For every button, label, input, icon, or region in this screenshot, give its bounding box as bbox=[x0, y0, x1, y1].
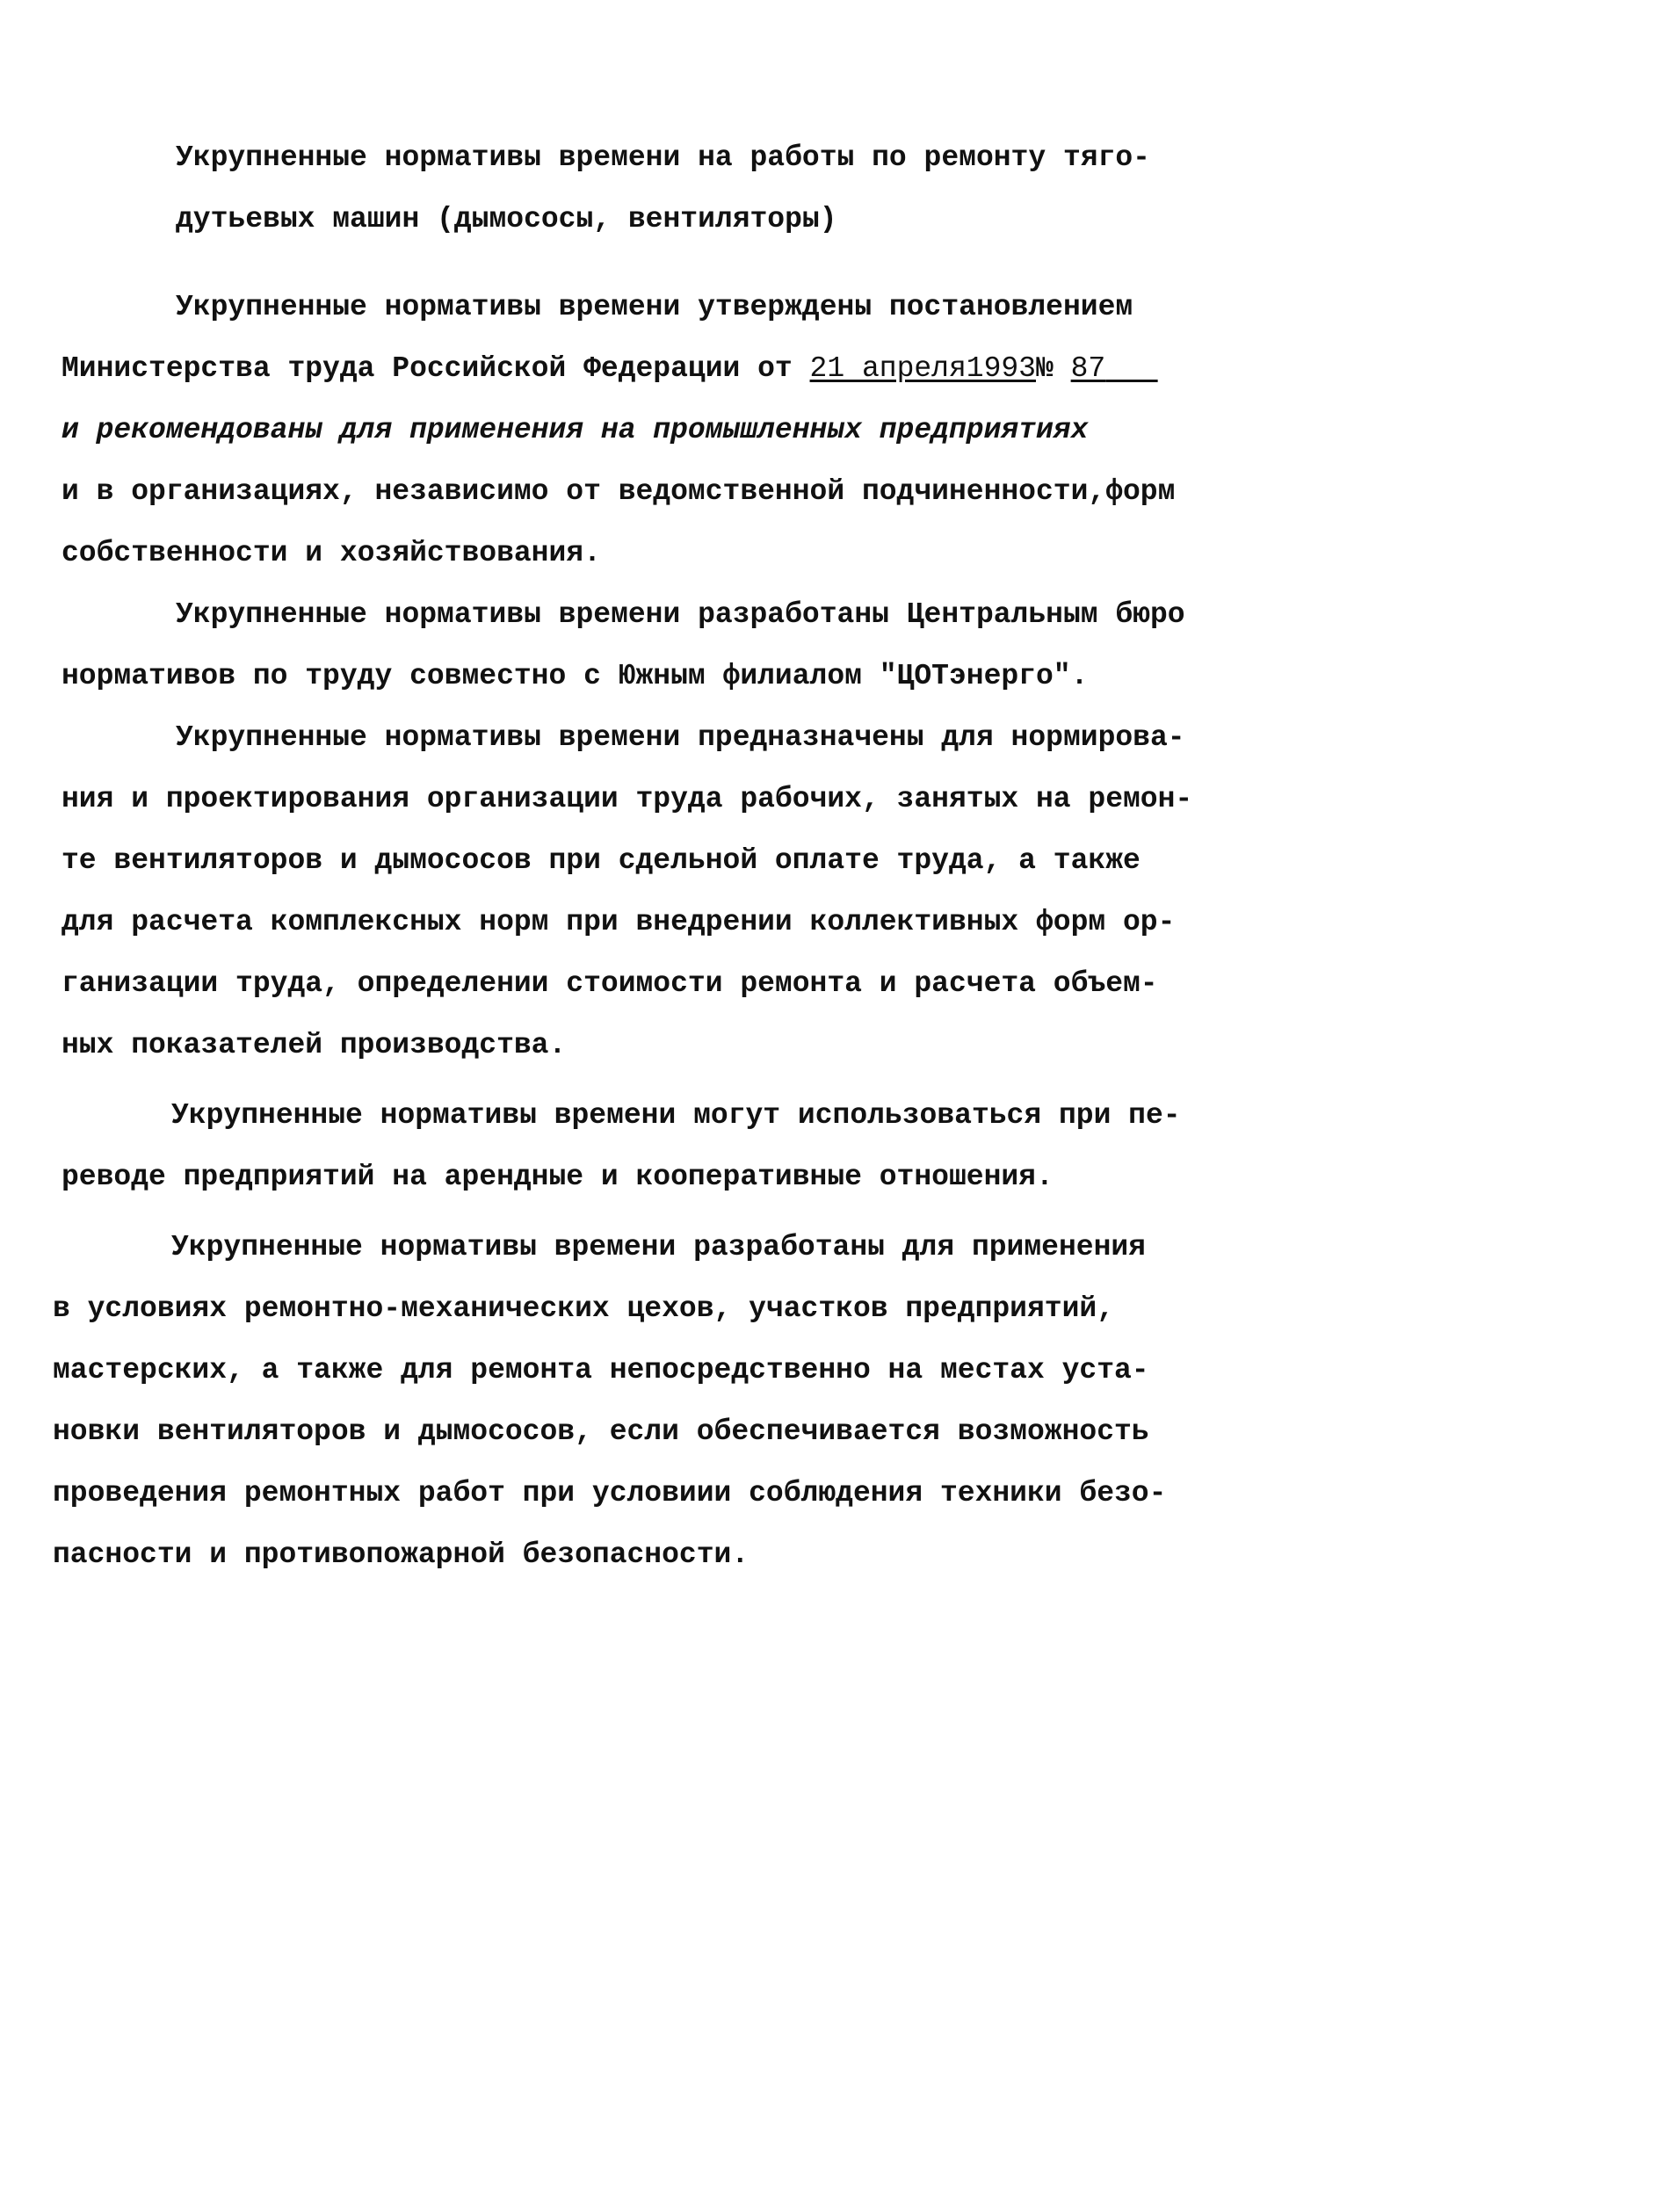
paragraph-4-line-4: новки вентиляторов и дымососов, если обеспечивается возможность bbox=[53, 1415, 1149, 1448]
approval-number-blank bbox=[1105, 351, 1157, 387]
paragraph-3-line-2: реводе предприятий на арендные и кооперативные отношения. bbox=[62, 1161, 1054, 1193]
title-line-2: дутьевых машин (дымососы, вентиляторы) bbox=[176, 203, 837, 235]
approval-line-2-text: Министерства труда Российской Федерации от bbox=[62, 352, 810, 385]
approval-line-5: собственности и хозяйствования. bbox=[62, 537, 601, 569]
approval-line-2 bbox=[62, 351, 1336, 387]
paragraph-4-line-3: мастерских, а также для ремонта непосредственно на местах уста- bbox=[53, 1354, 1149, 1386]
paragraph-4-line-1: Укрупненные нормативы времени разработаны для применения bbox=[171, 1231, 1146, 1263]
approval-number-sign: № bbox=[1036, 352, 1054, 385]
approval-line-3: и рекомендованы для применения на промышленных предприятиях bbox=[62, 414, 1089, 446]
paragraph-4-line-2: в условиях ремонтно-механических цехов, участков предприятий, bbox=[53, 1292, 1114, 1325]
paragraph-3-line-1: Укрупненные нормативы времени могут использоваться при пе- bbox=[171, 1099, 1181, 1132]
approval-date: 21 апреля1993 bbox=[809, 352, 1036, 385]
approval-line-4: и в организациях, независимо от ведомственной подчиненности,форм bbox=[62, 475, 1176, 508]
paragraph-4-line-6: пасности и противопожарной безопасности. bbox=[53, 1538, 749, 1571]
approval-line-1: Укрупненные нормативы времени утверждены постановлением bbox=[176, 291, 1133, 323]
paragraph-2-line-6: ных показателей производства. bbox=[62, 1029, 567, 1061]
title-line-1: Укрупненные нормативы времени на работы по ремонту тяго- bbox=[176, 141, 1150, 174]
paragraph-2-line-1: Укрупненные нормативы времени предназначены для нормирова- bbox=[176, 721, 1185, 754]
paragraph-2-line-5: ганизации труда, определении стоимости ремонта и расчета объем- bbox=[62, 967, 1158, 1000]
paragraph-4-line-5: проведения ремонтных работ при условиии соблюдения техники безо- bbox=[53, 1477, 1167, 1509]
paragraph-2-line-3: те вентиляторов и дымососов при сдельной оплате труда, а также bbox=[62, 844, 1141, 877]
approval-number: 87 bbox=[1070, 352, 1106, 385]
paragraph-1-line-2: нормативов по труду совместно с Южным филиалом "ЦОТэнерго". bbox=[62, 660, 1089, 692]
paragraph-1-line-1: Укрупненные нормативы времени разработаны Центральным бюро bbox=[176, 598, 1185, 631]
paragraph-2-line-2: ния и проектирования организации труда рабочих, занятых на ремон- bbox=[62, 783, 1193, 815]
paragraph-2-line-4: для расчета комплексных норм при внедрении коллективных форм ор- bbox=[62, 906, 1176, 938]
